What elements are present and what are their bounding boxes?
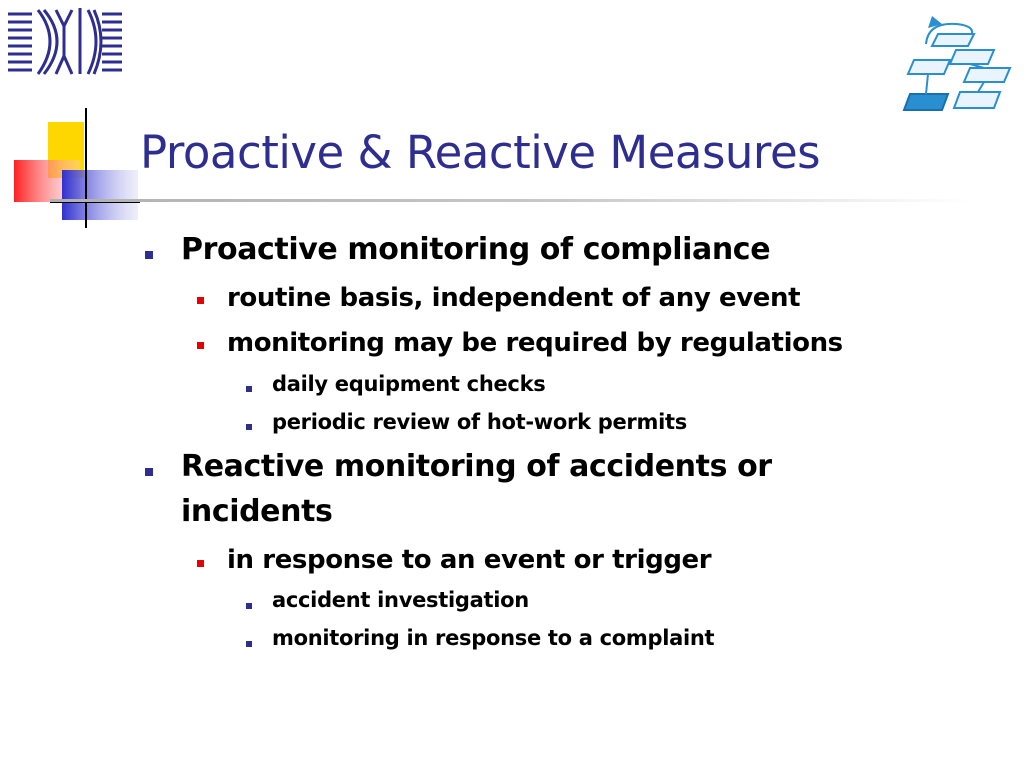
bullet-marker bbox=[246, 603, 252, 609]
slide-title: Proactive & Reactive Measures bbox=[140, 126, 821, 179]
bullet-marker bbox=[145, 251, 153, 259]
bullet-reactive-monitoring-line2: incidents bbox=[181, 494, 333, 529]
title-divider bbox=[50, 199, 970, 202]
bullet-marker bbox=[246, 641, 252, 647]
sub-sub-bullet-accident-investigation: accident investigation bbox=[272, 588, 529, 612]
sub-bullet-regulations: monitoring may be required by regulations bbox=[227, 328, 843, 358]
sub-bullet-event-trigger: in response to an event or trigger bbox=[227, 545, 712, 575]
organization-logo bbox=[4, 4, 126, 78]
bullet-marker bbox=[246, 386, 252, 392]
bullet-marker bbox=[145, 468, 153, 476]
bullet-marker bbox=[246, 424, 252, 430]
decorative-squares bbox=[10, 108, 150, 234]
sub-bullet-routine-basis: routine basis, independent of any event bbox=[227, 283, 801, 313]
bullet-reactive-monitoring-line1: Reactive monitoring of accidents or bbox=[181, 449, 772, 484]
bullet-marker bbox=[197, 342, 204, 349]
sub-sub-bullet-hot-work-permits: periodic review of hot-work permits bbox=[272, 410, 687, 434]
bullet-marker bbox=[197, 297, 204, 304]
bullet-marker bbox=[197, 560, 204, 567]
sub-sub-bullet-complaint: monitoring in response to a complaint bbox=[272, 626, 715, 650]
sub-sub-bullet-equipment-checks: daily equipment checks bbox=[272, 372, 546, 396]
bullet-proactive-monitoring: Proactive monitoring of compliance bbox=[181, 232, 771, 267]
flowchart-clipart-icon bbox=[898, 16, 1014, 116]
